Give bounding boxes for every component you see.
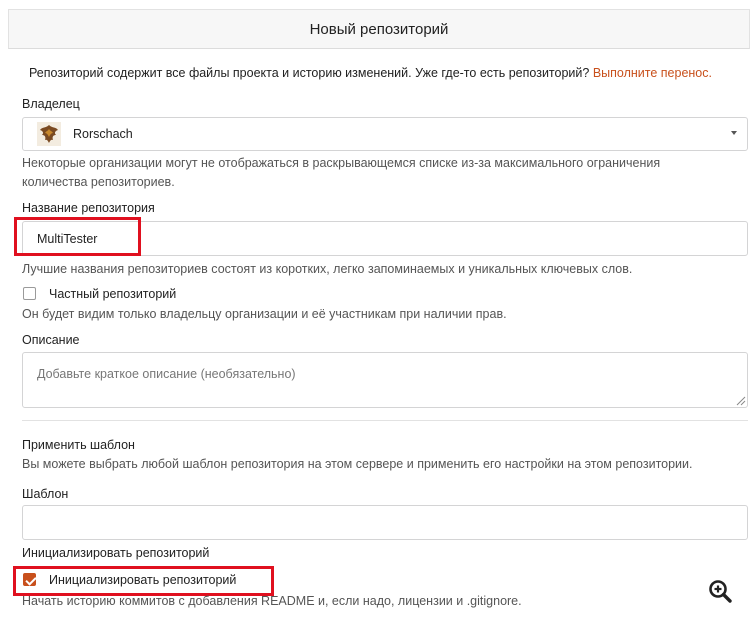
page-header: [8, 9, 750, 49]
repo-name-label: Название репозитория: [22, 201, 155, 215]
init-section-title: Инициализировать репозиторий: [22, 546, 210, 560]
resize-grip-icon[interactable]: [736, 396, 746, 406]
private-checkbox[interactable]: [23, 287, 36, 300]
template-input[interactable]: [22, 505, 748, 540]
repo-name-help: Лучшие названия репозиториев состоят из коротких, легко запоминаемых и уникальных ключевых слов.: [22, 262, 633, 276]
page-title: Новый репозиторий: [309, 20, 449, 38]
intro-text: Репозиторий содержит все файлы проекта и историю изменений. Уже где-то есть репозиторий?: [29, 66, 590, 80]
template-section-title: Применить шаблон: [22, 438, 135, 452]
section-divider: [22, 420, 748, 421]
migrate-link[interactable]: Выполните перенос.: [592, 66, 712, 80]
rorschach-avatar-icon: [37, 122, 61, 146]
template-label: Шаблон: [22, 487, 69, 501]
owner-label: Владелец: [22, 97, 80, 111]
repo-name-input[interactable]: [22, 221, 748, 256]
owner-help-line2: количества репозиториев.: [22, 175, 175, 189]
caret-down-icon: [731, 131, 737, 135]
owner-selected-value: Rorschach: [73, 127, 133, 141]
init-checkbox[interactable]: [23, 573, 36, 586]
zoom-in-icon[interactable]: [707, 578, 733, 604]
description-label: Описание: [22, 333, 80, 347]
private-label[interactable]: Частный репозиторий: [49, 287, 177, 301]
owner-select[interactable]: [22, 117, 748, 151]
init-label[interactable]: Инициализировать репозиторий: [49, 573, 237, 587]
private-help: Он будет видим только владельцу организации и её участникам при наличии прав.: [22, 307, 507, 321]
owner-help-line1: Некоторые организации могут не отображаться в раскрывающемся списке из-за максимального ограничения: [22, 156, 661, 170]
intro-text-row: [29, 66, 712, 80]
template-section-help: Вы можете выбрать любой шаблон репозитория на этом сервере и применить его настройки на этом репозитории.: [22, 457, 693, 471]
init-help: Начать историю коммитов с добавления README и, если надо, лицензии и .gitignore.: [22, 594, 522, 608]
description-wrapper: [22, 352, 748, 408]
description-textarea[interactable]: [22, 352, 748, 408]
